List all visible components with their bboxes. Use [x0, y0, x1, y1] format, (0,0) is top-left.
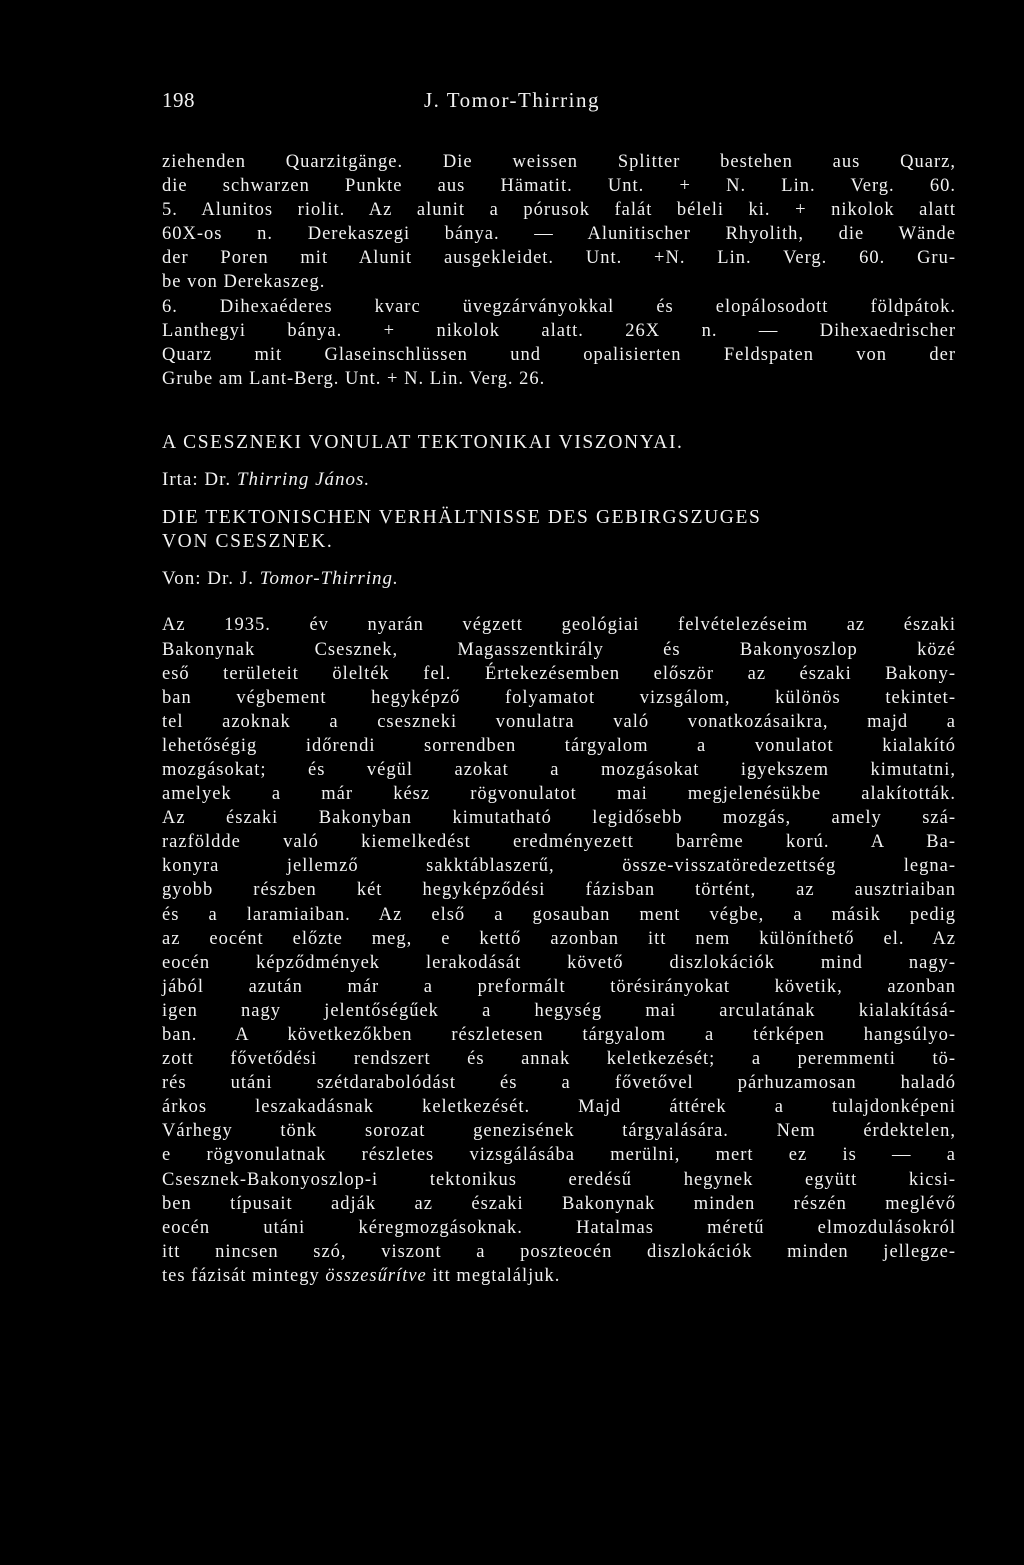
hungarian-title: A CSESZNEKI VONULAT TEKTONIKAI VISZONYAI.: [162, 431, 684, 453]
intro-paragraphs: [162, 150, 956, 391]
text-line: eocén képződmények lerakodását követő diszlokációk mind nagy-: [162, 952, 956, 973]
text-line: zott fővetődési rendszert és annak keletkezését; a peremmenti tö-: [162, 1049, 956, 1070]
text-line: tel azoknak a cseszneki vonulatra való vonatkozásaikra, majd a: [162, 711, 956, 732]
text-line: die schwarzen Punkte aus Hämatit. Unt. + N. Lin. Verg. 60.: [162, 176, 956, 197]
text-line: Az 1935. év nyarán végzett geológiai felvételezéseim az északi: [162, 615, 956, 636]
text-line: itt nincsen szó, viszont a poszteocén diszlokációk minden jellegze-: [162, 1241, 956, 1262]
last-line-after: itt megtaláljuk.: [432, 1265, 561, 1286]
text-line: ben típusait adják az északi Bakonynak minden részén meglévő: [162, 1193, 956, 1214]
german-author: [162, 567, 956, 591]
german-author-name: Tomor-Thirring.: [259, 568, 399, 590]
text-line: és a laramiaiban. Az első a gosauban ment végbe, a másik pedig: [162, 904, 956, 925]
text-line: Grube am Lant-Berg. Unt. + N. Lin. Verg. 26.: [162, 368, 546, 389]
text-line: Csesznek-Bakonyoszlop-i tektonikus eredésű hegynek együtt kicsi-: [162, 1169, 956, 1190]
text-line: igen nagy jelentőségűek a hegység mai arculatának kialakításá-: [162, 1000, 956, 1021]
text-line: ban. A következőkben részletesen tárgyalom a térképen hangsúlyo-: [162, 1025, 956, 1045]
german-title-line-1: DIE TEKTONISCHEN VERHÄLTNISSE DES GEBIRGSZUGES: [162, 507, 762, 529]
german-author-prefix: Von: Dr. J.: [162, 568, 254, 590]
text-line: rés utáni szétdarabolódást és a fővetővel párhuzamosan haladó: [162, 1073, 956, 1094]
text-line: amelyek a már kész rögvonulatot mai megjelenésükbe alakították.: [162, 784, 956, 805]
text-line: ziehenden Quarzitgänge. Die weissen Splitter bestehen aus Quarz,: [162, 152, 956, 172]
text-line: lehetőségig időrendi sorrendben tárgyalom a vonulatot kialakító: [162, 735, 956, 756]
text-line: jából azután már a preformált törésirányokat követik, azonban: [162, 976, 956, 997]
page-body: [162, 150, 956, 1288]
text-line: mozgásokat; és végül azokat a mozgásokat igyekszem kimutatni,: [162, 759, 956, 780]
text-line: Quarz mit Glaseinschlüssen und opalisierten Feldspaten von der: [162, 344, 956, 365]
last-line-before: tes fázisát mintegy: [162, 1265, 320, 1286]
running-title: J. Tomor-Thirring: [423, 88, 601, 112]
text-line: eső területeit ölelték fel. Értekezésemben először az északi Bakony-: [162, 663, 956, 684]
text-line: e rögvonulatnak részletes vizsgálásába merülni, mert ez is — a: [162, 1145, 956, 1166]
german-title-line-2: VON CSESZNEK.: [162, 531, 334, 553]
main-text-last-line: [162, 1264, 956, 1288]
text-line: árkos leszakadásnak keletkezését. Majd áttérek a tulajdonképeni: [162, 1097, 956, 1118]
text-line: 6. Dihexaéderes kvarc üvegzárványokkal és elopálosodott földpátok.: [162, 296, 956, 317]
text-line: Az északi Bakonyban kimutatható legidősebb mozgás, amely szá-: [162, 808, 956, 829]
main-text: [162, 613, 956, 1264]
text-line: razföldde való kiemelkedést eredményezett barrême korú. A Ba-: [162, 832, 956, 853]
text-line: Lanthegyi bánya. + nikolok alatt. 26X n. — Dihexaedrischer: [162, 320, 956, 341]
text-line: konyra jellemző sakktáblaszerű, össze-visszatöredezettség legna-: [162, 856, 956, 877]
text-line: ban végbement hegyképző folyamatot vizsgálom, különös tekintet-: [162, 687, 956, 708]
text-line: 5. Alunitos riolit. Az alunit a pórusok falát béleli ki. + nikolok alatt: [162, 200, 956, 221]
text-line: eocén utáni kéregmozgásoknak. Hatalmas méretű elmozdulásokról: [162, 1217, 956, 1238]
hungarian-author-prefix: Irta: Dr.: [162, 469, 232, 491]
text-line: be von Derekaszeg.: [162, 272, 326, 293]
last-line-italic: összesűrítve: [325, 1265, 427, 1286]
text-line: gyobb részben két hegyképződési fázisban történt, az ausztriaiban: [162, 880, 956, 901]
text-line: az eocént előzte meg, e kettő azonban itt nem különíthető el. Az: [162, 928, 956, 949]
text-line: 60X-os n. Derekaszegi bánya. — Alunitischer Rhyolith, die Wände: [162, 224, 956, 245]
hungarian-author: [162, 468, 956, 492]
text-line: Várhegy tönk sorozat genezisének tárgyalására. Nem érdektelen,: [162, 1121, 956, 1142]
text-line: Bakonynak Csesznek, Magasszentkirály és Bakonyoszlop közé: [162, 639, 956, 660]
hungarian-author-name: Thirring János.: [236, 469, 371, 491]
text-line: der Poren mit Alunit ausgekleidet. Unt. +N. Lin. Verg. 60. Gru-: [162, 248, 956, 269]
page-number: 198: [162, 88, 195, 112]
page-header: [162, 88, 862, 118]
